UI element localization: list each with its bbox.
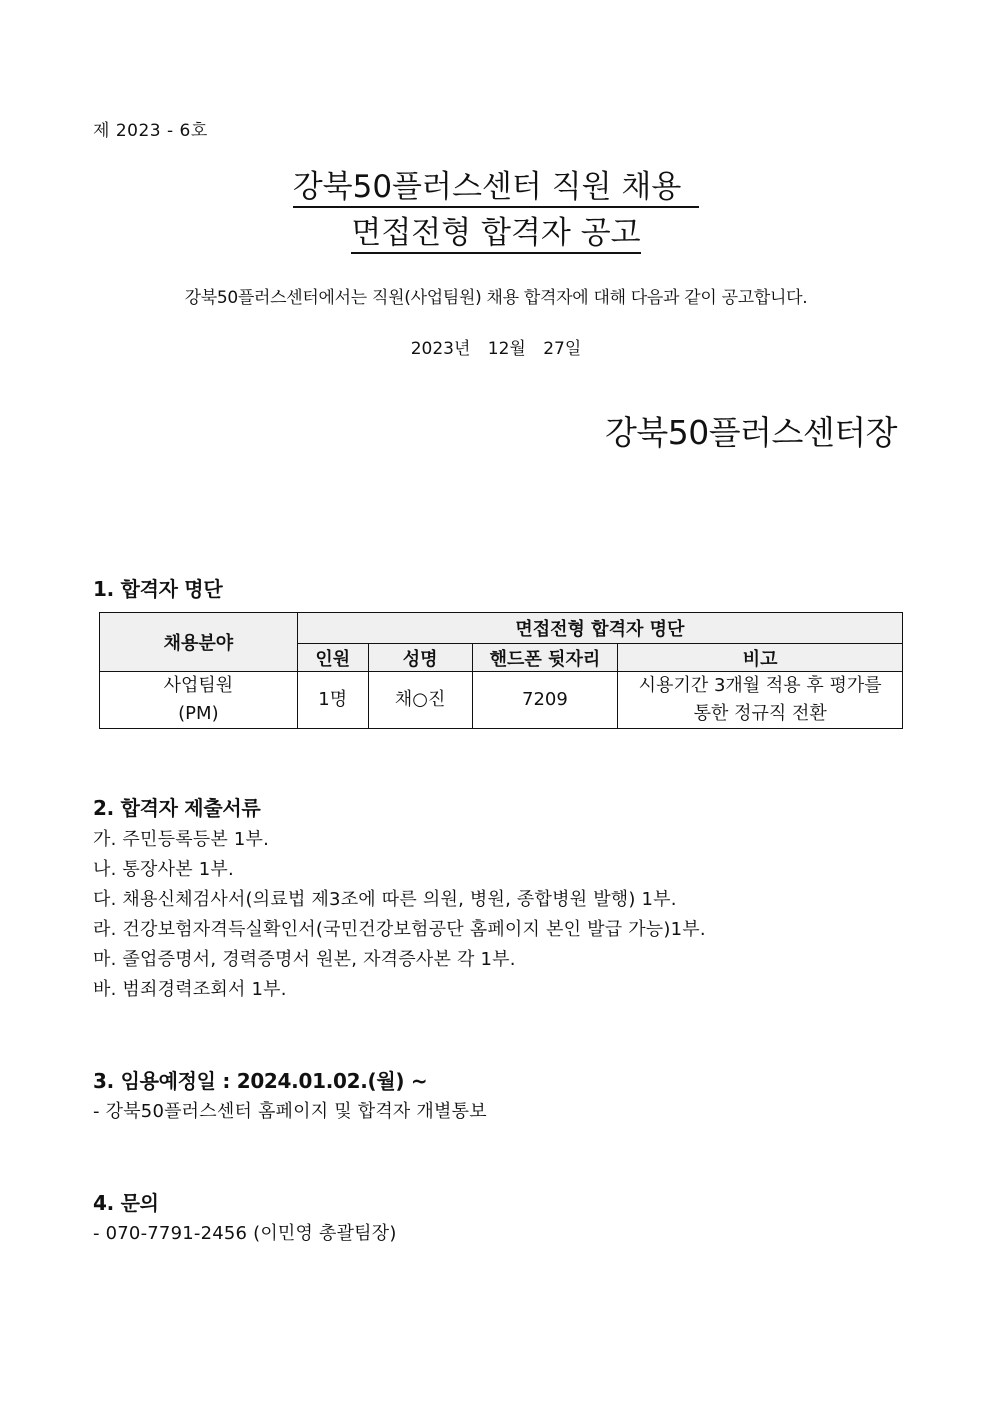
contact-detail: - 070-7791-2456 (이민영 총괄팀장) <box>93 1223 397 1244</box>
page-title <box>0 168 992 254</box>
header-field: 채용분야 <box>100 613 298 672</box>
cell-name: 채○진 <box>368 672 472 729</box>
list-item: 라. 건강보험자격득실확인서(국민건강보험공단 홈페이지 본인 발급 가능)1부. <box>93 919 706 940</box>
field-line-2: (PM) <box>178 703 219 724</box>
title-line-1: 강북50플러스센터 직원 채용 <box>293 168 700 208</box>
header-phone: 핸드폰 뒷자리 <box>472 644 618 672</box>
header-group: 면접전형 합격자 명단 <box>297 613 902 644</box>
section-3-detail: - 강북50플러스센터 홈페이지 및 합격자 개별통보 <box>93 1101 487 1122</box>
field-line-1: 사업팀원 <box>163 675 234 696</box>
list-item: 다. 채용신체검사서(의료법 제3조에 따른 의원, 병원, 종합병원 발행) 1부. <box>93 889 677 910</box>
list-item: 나. 통장사본 1부. <box>93 859 234 880</box>
cell-phone: 7209 <box>472 672 618 729</box>
cell-count: 1명 <box>297 672 368 729</box>
list-item: 가. 주민등록등본 1부. <box>93 829 270 850</box>
table-row <box>100 672 903 729</box>
list-item: 마. 졸업증명서, 경력증명서 원본, 자격증사본 각 1부. <box>93 949 516 970</box>
title-line-2: 면접전형 합격자 공고 <box>351 214 640 254</box>
section-3-heading: 3. 임용예정일 : 2024.01.02.(월) ~ <box>93 1069 428 1093</box>
note-line-1: 시용기간 3개월 적용 후 평가를 <box>638 675 882 696</box>
header-name: 성명 <box>368 644 472 672</box>
section-1-heading: 1. 합격자 명단 <box>93 577 223 601</box>
list-item: 바. 범죄경력조회서 1부. <box>93 979 287 1000</box>
intro-text: 강북50플러스센터에서는 직원(사업팀원) 채용 합격자에 대해 다음과 같이 공고합니다. <box>184 288 808 308</box>
successful-candidates-table <box>99 612 903 729</box>
header-note: 비고 <box>618 644 903 672</box>
cell-note <box>618 672 903 729</box>
section-4-heading: 4. 문의 <box>93 1191 159 1215</box>
announcement-date: 2023년 12월 27일 <box>410 339 582 359</box>
section-2-heading: 2. 합격자 제출서류 <box>93 796 261 820</box>
header-count: 인원 <box>297 644 368 672</box>
cell-field <box>100 672 298 729</box>
document-number: 제 2023 - 6호 <box>93 121 208 141</box>
note-line-2: 통한 정규직 전환 <box>693 703 827 724</box>
issuer-signature: 강북50플러스센터장 <box>604 413 897 452</box>
